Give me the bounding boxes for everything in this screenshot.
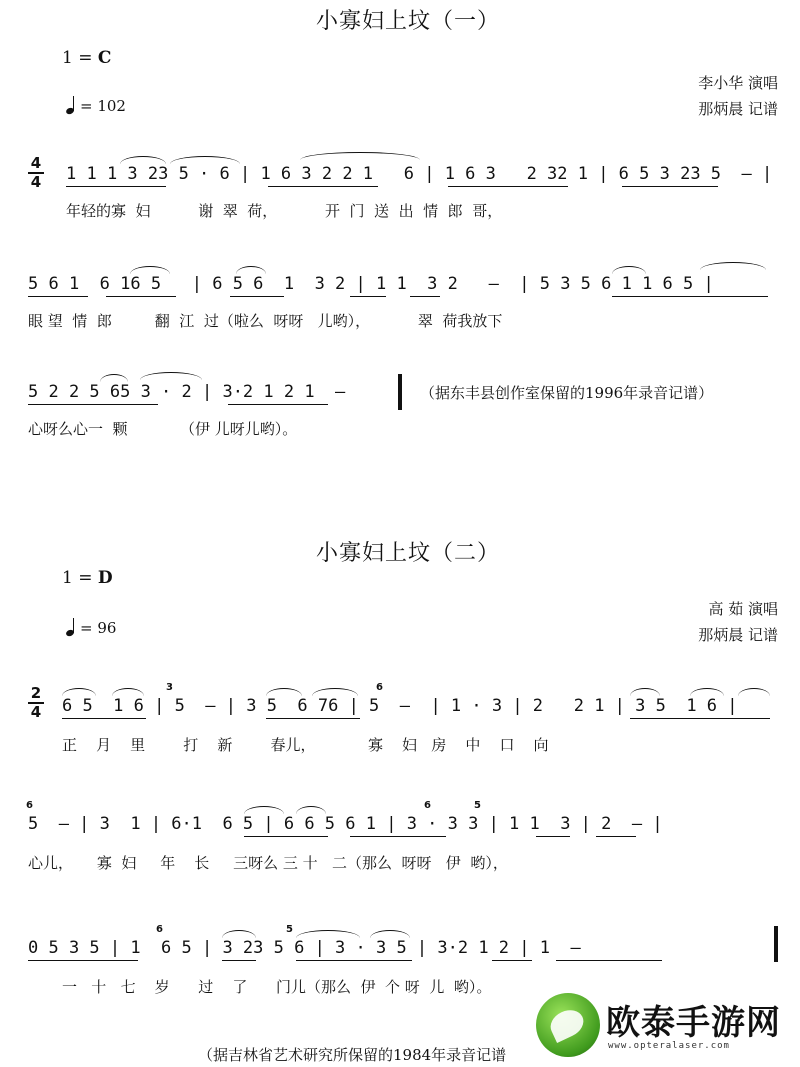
watermark-text: 欧泰手游网 <box>606 1003 781 1043</box>
song2-key <box>62 568 113 588</box>
beam <box>296 960 412 961</box>
song1-row-1-lyrics: 年轻的寡 妇 谢 翠 荷， 开 门 送 出 情 郎 哥， <box>66 202 503 220</box>
slur <box>112 688 144 696</box>
slur <box>266 688 302 696</box>
time-sig-bottom: 4 <box>30 702 42 721</box>
slur <box>700 262 766 270</box>
song2-row-1-notes: 6 5 1 6 | 5 – | 3 5 6 76 | 5 – | 1 · 3 | 2 2 1 | 3 5 1 6 | <box>62 696 738 716</box>
song1-row-1-notes: 1 1 1 3 23 5 · 6 | 1 6 3 2 2 1 6 | 1 6 3 2 32 1 | 6 5 3 23 5 – | <box>66 164 773 184</box>
beam <box>622 186 718 187</box>
beam <box>350 296 386 297</box>
slur <box>630 688 660 696</box>
song2-notator: 那炳晨 记谱 <box>698 626 778 644</box>
beam <box>266 718 360 719</box>
song2-row-2-notes: 5 – | 3 1 | 6·1 6 5 | 6 6 5 6 1 | 3 · 3 3 | 1 1 3 | 2 – | <box>28 814 663 834</box>
slur <box>244 806 284 814</box>
song1-row-3-lyrics: 心呀么心一 颗 （伊 儿呀儿哟）。 <box>28 420 298 438</box>
slur <box>738 688 770 696</box>
slur <box>296 930 360 938</box>
song2-tempo <box>66 618 116 637</box>
beam <box>492 960 532 961</box>
song1-key-letter: C <box>97 48 112 68</box>
song1-title: 小寡妇上坟（一） <box>316 9 501 34</box>
slur <box>170 156 240 164</box>
song2-key-letter: D <box>97 568 113 588</box>
beam <box>222 960 256 961</box>
song2-tempo-value: = 96 <box>80 619 117 637</box>
final-barline <box>398 374 402 410</box>
song2-row-3-lyrics: 一 十 七 岁 过 了 门儿（那么 伊 个 呀 儿 哟）。 <box>62 978 492 996</box>
song2-singer: 高 茹 演唱 <box>708 600 778 618</box>
song2-row-3-notes: 0 5 3 5 | 1 6 5 | 3 23 5 6 | 3 · 3 5 | 3·2 1 2 | 1 – <box>28 938 581 958</box>
song1-time-signature <box>28 156 44 190</box>
slur <box>140 372 202 380</box>
song2-row-1 <box>0 680 800 760</box>
time-sig-bottom: 4 <box>30 172 42 191</box>
leaf-logo-icon <box>536 993 600 1057</box>
grace-note: 6 <box>424 800 431 811</box>
slur <box>312 688 358 696</box>
beam <box>556 960 662 961</box>
song2-source: （据吉林省艺术研究所保留的1984年录音记谱 <box>198 1046 507 1064</box>
beam <box>612 296 768 297</box>
beam <box>410 296 440 297</box>
slur <box>62 688 96 696</box>
beam <box>62 718 146 719</box>
grace-note: 5 <box>286 924 293 935</box>
beam <box>244 836 328 837</box>
beam <box>28 296 88 297</box>
slur <box>612 266 646 274</box>
grace-note: 3 <box>166 682 173 693</box>
grace-note: 6 <box>376 682 383 693</box>
beam <box>28 960 138 961</box>
song1-row-3 <box>0 372 800 452</box>
beam <box>66 186 166 187</box>
grace-note: 6 <box>26 800 33 811</box>
song1-singer: 李小华 演唱 <box>698 74 778 92</box>
song1-key <box>62 48 111 68</box>
slur <box>370 930 410 938</box>
slur <box>100 374 128 382</box>
song1-source: （据东丰县创作室保留的1996年录音记谱） <box>420 384 714 402</box>
song2-title: 小寡妇上坟（二） <box>316 541 501 566</box>
beam <box>350 836 446 837</box>
beam <box>448 186 568 187</box>
song2-row-2 <box>0 800 800 880</box>
grace-note: 6 <box>156 924 163 935</box>
song2-row-2-lyrics: 心儿， 寡 妇 年 长 三呀么 三 十 二（那么 呀呀 伊 哟）， <box>28 854 508 872</box>
watermark-url: www.opteralaser.com <box>608 1041 730 1051</box>
beam <box>268 186 378 187</box>
grace-note: 5 <box>474 800 481 811</box>
beam <box>106 296 176 297</box>
slur <box>130 266 170 274</box>
song2-row-1-lyrics: 正 月 里 打 新 春儿， 寡 妇 房 中 口 向 <box>62 736 549 754</box>
song1-notator: 那炳晨 记谱 <box>698 100 778 118</box>
slur <box>120 156 166 164</box>
slur <box>236 266 266 274</box>
song1-tempo-value: = 102 <box>80 97 126 115</box>
song2-time-signature <box>28 686 44 720</box>
beam <box>536 836 570 837</box>
final-barline <box>774 926 778 962</box>
quarter-note-icon <box>66 618 76 636</box>
song1-tempo <box>66 96 126 115</box>
song2-key-prefix: 1 = <box>62 568 98 588</box>
quarter-note-icon <box>66 96 76 114</box>
slur <box>690 688 724 696</box>
song1-row-2-notes: 5 6 1 6 16 5 | 6 5 6 1 3 2 | 1 1 3 2 – | 5 3 5 6 1 1 6 5 | <box>28 274 714 294</box>
beam <box>28 404 158 405</box>
beam <box>596 836 636 837</box>
slur <box>300 152 420 160</box>
time-sig-top: 2 <box>30 684 42 702</box>
song1-key-prefix: 1 = <box>62 48 98 68</box>
time-sig-top: 4 <box>30 154 42 172</box>
beam <box>228 404 328 405</box>
watermark <box>536 993 796 1063</box>
song1-row-2-lyrics: 眼 望 情 郎 翻 江 过（啦么 呀呀 儿哟）， 翠 荷我放下 <box>28 312 503 330</box>
beam <box>230 296 284 297</box>
song2-row-3 <box>0 922 800 1002</box>
beam <box>630 718 770 719</box>
song1-row-2 <box>0 262 800 342</box>
song1-row-3-notes: 5 2 2 5 65 3 · 2 | 3·2 1 2 1 – <box>28 382 346 402</box>
slur <box>222 930 256 938</box>
song1-row-1 <box>0 150 800 230</box>
slur <box>296 806 326 814</box>
